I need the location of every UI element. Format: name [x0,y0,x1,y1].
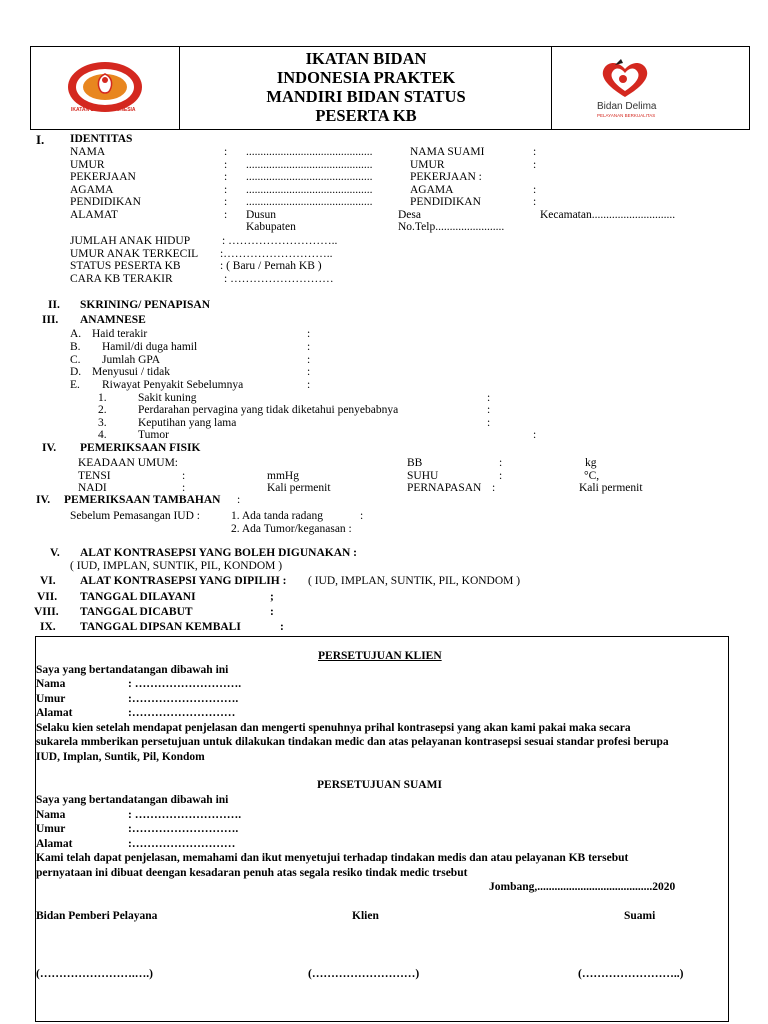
colon: : [487,416,491,429]
status-value[interactable]: : ( Baru / Pernah KB ) [220,260,322,272]
kecamatan-label: Kecamatan............................. [540,208,676,221]
colon: : [492,482,496,494]
colon: : [307,341,311,353]
anamnese-letter: B. [70,341,81,353]
klien-alamat-label: Alamat [36,707,73,719]
cara-kb-value[interactable]: : ……………………… [224,272,334,285]
pendidikan-value[interactable]: ............................................ [246,196,373,208]
field-label-umur-suami: UMUR [410,158,445,171]
pekerjaan-value[interactable]: ............................................ [246,171,373,183]
section-num-3: III. [42,314,59,326]
colon: : [224,183,228,196]
section-heading-identitas: IDENTITAS [70,133,133,145]
anamnese-item: Menyusui / tidak [92,366,170,378]
signature-line-bidan[interactable]: (…………………….….) [36,968,153,980]
colon: : [533,146,537,158]
klien-umur-label: Umur [36,692,66,705]
status-label: STATUS PESERTA KB [70,260,181,272]
umur-anak-label: UMUR ANAK TERKECIL [70,247,199,260]
sub-num: 2. [98,404,107,416]
tanggal-kembali-label: TANGGAL DIPSAN KEMBALI [80,621,241,633]
suami-umur-value[interactable]: :………………………. [128,823,239,835]
sub-item: Tumor [138,429,169,441]
tanggal-dicabut-label: TANGGAL DICABUT [80,606,193,618]
pernapasan-unit: Kali permenit [579,482,643,494]
bidan-delima-logo-icon [595,57,655,101]
left-logo-text: IKATAN BIDAN INDONESIA [71,107,136,113]
colon: : [499,469,503,482]
section-num-8: VIII. [34,606,59,618]
desa-label: Desa [398,208,421,221]
agama-value[interactable]: ............................................ [246,183,373,196]
anamnese-letter: D. [70,366,82,378]
alat-boleh-options: ( IUD, IMPLAN, SUNTIK, PIL, KONDOM ) [70,560,283,572]
mmhg-unit: mmHg [267,469,299,482]
colon: : [307,353,311,366]
colon: : [487,391,491,404]
signature-line-klien[interactable]: (………………………) [308,968,420,980]
keadaan-label: KEADAAN UMUM: [78,457,178,469]
klien-nama-label: Nama [36,678,66,690]
cara-kb-label: CARA KB TERAKIR [70,272,173,285]
suami-statement: pernyataan ini dibuat deengan kesadaran penuh atas segala resiko tindak medic trsebut [36,866,468,879]
klien-umur-value[interactable]: :………………………. [128,692,239,705]
section-num-1: I. [36,132,45,147]
alat-dipilih-options[interactable]: ( IUD, IMPLAN, SUNTIK, PIL, KONDOM ) [308,575,521,587]
place-date[interactable]: Jombang,........................................2020 [489,881,676,893]
colon: : [360,510,364,522]
section-num-9: IX. [40,621,56,633]
section-heading-fisik: PEMERIKSAAN FISIK [80,442,201,454]
form-header [30,46,750,130]
field-label-pekerjaan-suami: PEKERJAAN : [410,171,482,183]
section-heading-alat-dipilih: ALAT KONTRASEPSI YANG DIPILIH : [80,575,287,587]
option-radang: 1. Ada tanda radang [231,510,323,522]
title-line-4: PESERTA KB [315,106,417,125]
tanggal-dilayani-sep[interactable]: ; [270,591,274,603]
anamnese-letter: E. [70,378,80,391]
field-label-pekerjaan: PEKERJAAN [70,171,136,183]
signature-label-bidan: Bidan Pemberi Pelayana [36,910,158,922]
consent-box [35,636,729,1022]
colon: : [307,366,311,378]
suhu-label: SUHU [407,469,439,482]
dusun-label: Dusun [246,208,277,221]
jumlah-anak-value[interactable]: : ……………………….. [222,235,338,247]
section-num-4: IV. [42,442,57,454]
suami-statement: Kami telah dapat penjelasan, memahami dan ikut menyetujui terhadap tindakan medis dan atau pelayanan KB tersebut [36,852,629,864]
anamnese-letter: A. [70,328,82,340]
colon: : [533,196,537,208]
section-num-7: VII. [37,591,58,603]
colon: : [487,404,491,416]
anamnese-item: Jumlah GPA [102,353,161,366]
colon: : [224,146,228,158]
kabupaten-label: Kabupaten [246,221,296,233]
notelp-label: No.Telp........................ [398,221,505,233]
title-line-3: MANDIRI BIDAN STATUS [266,87,466,106]
field-label-umur: UMUR [70,158,105,171]
colon: : [307,378,311,391]
nadi-label: NADI [78,482,107,494]
suami-consent-title: PERSETUJUAN SUAMI [317,779,442,791]
colon: : [224,196,228,208]
colon: : [182,469,186,482]
anamnese-item: Hamil/di duga hamil [102,341,198,353]
tensi-label: TENSI [78,469,111,482]
anamnese-item: Haid terakir [92,328,148,340]
suami-nama-label: Nama [36,808,66,821]
ibi-logo-icon [65,60,145,114]
field-label-agama-suami: AGAMA [410,183,454,196]
colon: : [224,171,228,183]
colon: : [307,328,311,340]
option-tumor: 2. Ada Tumor/keganasan : [231,522,352,535]
kg-unit: kg [585,457,597,469]
umur-anak-value[interactable]: :……………………….. [220,247,333,260]
field-label-nama-suami: NAMA SUAMI [410,146,485,158]
colon: : [533,429,537,441]
sebelum-label: Sebelum Pemasangan IUD : [70,510,200,522]
tanggal-dilayani-label: TANGGAL DILAYANI [80,591,196,603]
jumlah-anak-label: JUMLAH ANAK HIDUP [70,235,191,247]
colon: : [533,183,537,196]
suami-alamat-label: Alamat [36,837,73,850]
sub-num: 4. [98,429,107,441]
field-label-pendidikan: PENDIDIKAN [70,196,141,208]
section-num-4b: IV. [36,494,51,506]
section-num-5: V. [50,547,60,559]
colon: : [499,457,503,469]
suami-alamat-value[interactable]: :……………………… [128,837,236,850]
section-num-2: II. [48,299,60,311]
klien-nama-value[interactable]: : ………………………. [128,678,242,690]
right-logo-subtext: PELAYANAN BERKUALITAS [597,113,656,118]
klien-statement: IUD, Implan, Suntik, Pil, Kondom [36,750,205,763]
field-label-agama: AGAMA [70,183,114,196]
colon: : [224,208,228,221]
sub-item: Sakit kuning [138,391,197,404]
anamnese-item: Riwayat Penyakit Sebelumnya [102,378,244,391]
klien-consent-title: PERSETUJUAN KLIEN [318,650,442,662]
celsius-unit: °C, [584,469,600,482]
section-heading-alat-boleh: ALAT KONTRASEPSI YANG BOLEH DIGUNAKAN : [80,547,358,559]
suami-intro: Saya yang bertandatangan dibawah ini [36,794,229,806]
form-title [181,49,551,125]
colon: : [182,482,186,494]
signature-line-suami[interactable]: (……………………..) [578,968,684,980]
left-logo-cell [31,47,180,129]
right-logo-text: Bidan Delima [597,101,657,112]
right-logo-cell [551,47,749,129]
klien-statement: Selaku kien setelah mendapat penjelasan dan mengerti spenuhnya prihal kontrasepsi yang akan kami pakai maka secara [36,721,631,734]
sub-num: 1. [98,391,107,404]
section-num-6: VI. [40,575,56,587]
nama-value[interactable]: ............................................ [246,146,373,158]
sub-item: Keputihan yang lama [138,416,237,429]
title-line-1: IKATAN BIDAN [305,49,427,68]
bb-label: BB [407,457,423,469]
title-line-2: INDONESIA PRAKTEK [276,68,456,87]
signature-label-suami: Suami [624,910,656,922]
klien-intro: Saya yang bertandatangan dibawah ini [36,664,229,676]
pernapasan-label: PERNAPASAN [407,482,482,494]
anamnese-letter: C. [70,353,81,366]
tanggal-dicabut-sep[interactable]: : [270,606,274,618]
signature-label-klien: Klien [352,910,379,922]
suami-nama-value[interactable]: : ………………………. [128,808,242,821]
field-label-nama: NAMA [70,146,106,158]
klien-alamat-value[interactable]: :……………………… [128,707,236,719]
section-heading-anamnese: ANAMNESE [80,314,146,326]
colon: : [224,158,228,171]
sub-item: Perdarahan pervagina yang tidak diketahui penyebabnya [138,404,399,416]
klien-statement: sukarela mmberikan persetujuan untuk dilakukan tindakan medic dan atas pelayanan kontrasepsi sesuai standar profesi berupa [36,736,669,748]
colon: : [533,158,537,171]
suami-umur-label: Umur [36,823,66,835]
umur-value[interactable]: ............................................ [246,158,373,171]
section-heading-tambahan: PEMERIKSAAN TAMBAHAN [64,494,221,506]
colon: : [237,494,241,506]
section-heading-skrining: SKRINING/ PENAPISAN [80,299,211,311]
nadi-unit: Kali permenit [267,482,331,494]
sub-num: 3. [98,416,107,429]
tanggal-kembali-sep[interactable]: : [280,621,284,633]
field-label-pendidikan-suami: PENDIDIKAN [410,196,481,208]
field-label-alamat: ALAMAT [70,208,118,221]
